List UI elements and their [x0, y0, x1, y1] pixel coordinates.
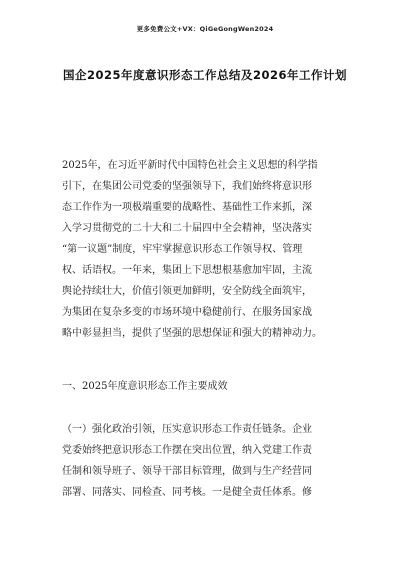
intro-line: 2025年，在习近平新时代中国特色社会主义思想的科学指 — [62, 160, 318, 171]
intro-line: 入学习贯彻党的二十大和二十届四中全会精神，坚决落实 — [62, 223, 312, 234]
header-note: 更多免费公文+VX：QiGeGongWen2024 — [136, 25, 274, 33]
subsection-line: 任制和领导班子、领导干部目标管理，做到与生产经营同 — [62, 466, 312, 477]
subsection-line: （一）强化政治引领，压实意识形态工作责任链条。企业 — [62, 424, 312, 435]
intro-line: “第一议题”制度，牢牢掌握意识形态工作领导权、管理 — [62, 244, 303, 255]
document-title: 国企2025年度意识形态工作总结及2026年工作计划 — [62, 68, 347, 82]
subsection-paragraph — [62, 419, 352, 503]
intro-paragraph — [62, 155, 352, 344]
subsection-line: 部署、同落实、同检查、同考核。一是健全责任体系。修 — [62, 487, 312, 498]
section-heading: 一、2025年度意识形态工作主要成效 — [62, 381, 228, 392]
intro-line: 引下，在集团公司党委的坚强领导下，我们始终将意识形 — [62, 181, 312, 192]
intro-line: 态工作作为一项极端重要的战略性、基础性工作来抓，深 — [62, 202, 312, 213]
intro-line: 权、话语权。一年来，集团上下思想根基愈加牢固，主流 — [62, 265, 312, 276]
intro-line: 略中彰显担当，提供了坚强的思想保证和强大的精神动力。 — [62, 328, 322, 339]
subsection-line: 党委始终把意识形态工作摆在突出位置，纳入党建工作责 — [62, 445, 312, 456]
intro-line: 舆论持续壮大，价值引领更加鲜明，安全防线全面筑牢， — [62, 286, 312, 297]
intro-line: 为集团在复杂多变的市场环境中稳健前行、在服务国家战 — [62, 307, 312, 318]
